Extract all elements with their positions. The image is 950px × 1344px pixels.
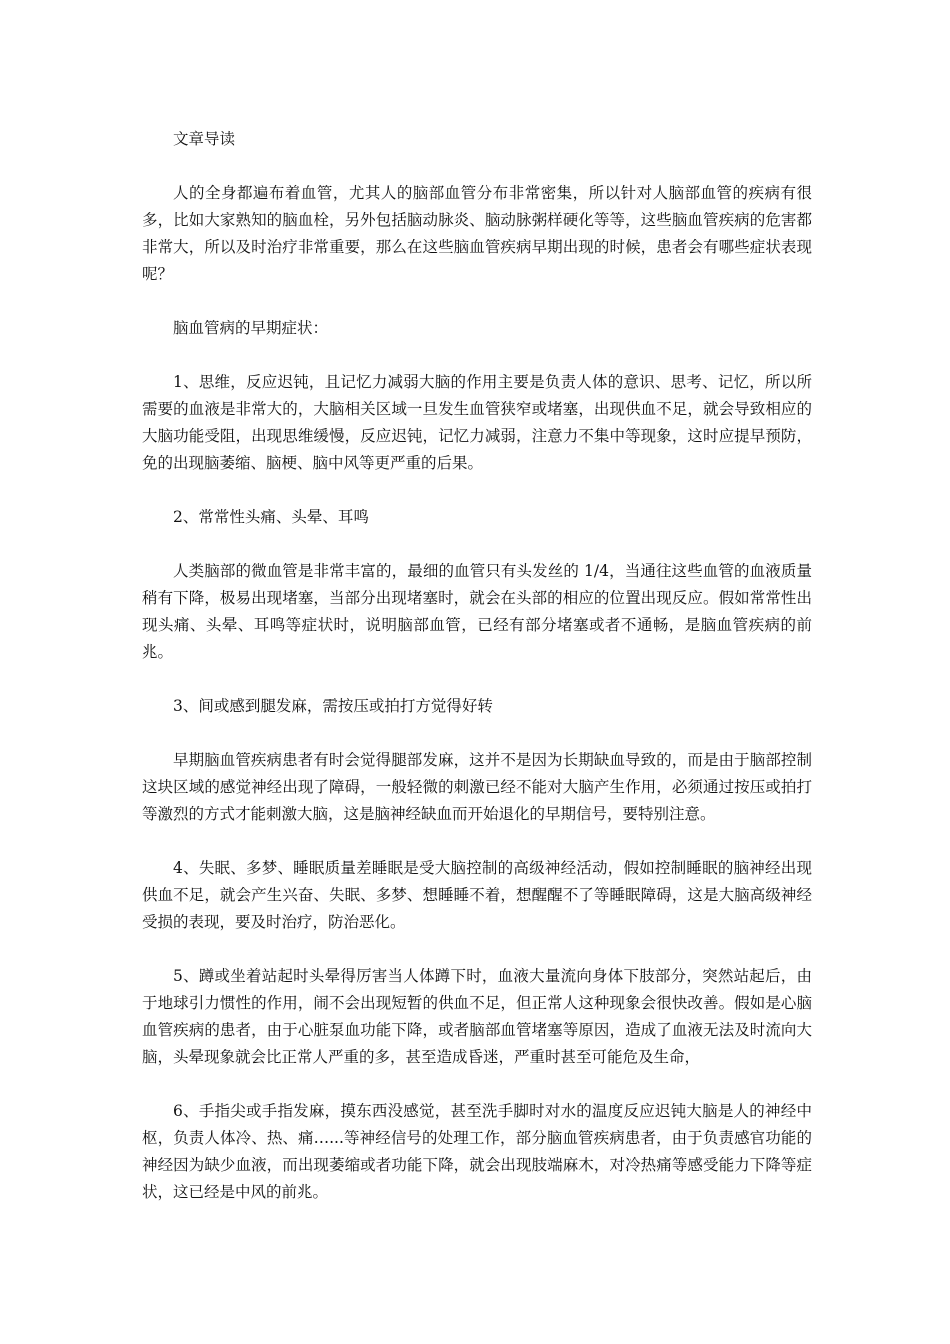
intro-paragraph: 人的全身都遍布着血管，尤其人的脑部血管分布非常密集，所以针对人脑部血管的疾病有很多，比如大家熟知的脑血栓，另外包括脑动脉炎、脑动脉粥样硬化等等，这些脑血管疾病的危害都非常大，所以及时治疗非常重要，那么在这些脑血管疾病早期出现的时候，患者会有哪些症状表现呢？ [142, 184, 812, 283]
symptom-2-heading: 2、常常性头痛、头晕、耳鸣 [173, 508, 369, 526]
symptom-1-paragraph: 1、思维，反应迟钝，且记忆力减弱大脑的作用主要是负责人体的意识、思考、记忆，所以所需要的血液是非常大的，大脑相关区域一旦发生血管狭窄或堵塞，出现供血不足，就会导致相应的大脑功能受阻，出现思维缓慢，反应迟钝，记忆力减弱，注意力不集中等现象，这时应提早预防，免的出现脑萎缩、脑梗、脑中风等更严重的后果。 [142, 373, 812, 472]
section-heading: 脑血管病的早期症状： [173, 319, 329, 337]
symptom-4-paragraph: 4、失眠、多梦、睡眠质量差睡眠是受大脑控制的高级神经活动，假如控制睡眠的脑神经出现供血不足，就会产生兴奋、失眠、多梦、想睡睡不着，想醒醒不了等睡眠障碍，这是大脑高级神经受损的表现，要及时治疗，防治恶化。 [142, 859, 812, 931]
symptom-3-paragraph: 早期脑血管疾病患者有时会觉得腿部发麻，这并不是因为长期缺血导致的，而是由于脑部控制这块区域的感觉神经出现了障碍，一般轻微的刺激已经不能对大脑产生作用，必须通过按压或拍打等激烈的方式才能刺激大脑，这是脑神经缺血而开始退化的早期信号，要特别注意。 [142, 751, 812, 823]
symptom-6-paragraph: 6、手指尖或手指发麻，摸东西没感觉，甚至洗手脚时对水的温度反应迟钝大脑是人的神经中枢，负责人体冷、热、痛…...等神经信号的处理工作，部分脑血管疾病患者，由于负责感官功能的神经因为缺少血液，而出现萎缩或者功能下降，就会出现肢端麻木，对冷热痛等感受能力下降等症状，这已经是中风的前兆。 [142, 1102, 812, 1201]
section-label: 文章导读 [173, 130, 236, 148]
symptom-3-heading: 3、间或感到腿发麻，需按压或拍打方觉得好转 [173, 697, 493, 715]
symptom-5-paragraph: 5、蹲或坐着站起时头晕得厉害当人体蹲下时，血液大量流向身体下肢部分，突然站起后，由于地球引力惯性的作用，闹不会出现短暂的供血不足，但正常人这种现象会很快改善。假如是心脑血管疾病的患者，由于心脏泵血功能下降，或者脑部血管堵塞等原因，造成了血液无法及时流向大脑，头晕现象就会比正常人严重的多，甚至造成昏迷，严重时甚至可能危及生命， [142, 967, 812, 1066]
symptom-2-paragraph: 人类脑部的微血管是非常丰富的，最细的血管只有头发丝的 1/4，当通往这些血管的血液质量稍有下降，极易出现堵塞，当部分出现堵塞时，就会在头部的相应的位置出现反应。假如常常性出现头痛、头晕、耳鸣等症状时，说明脑部血管，已经有部分堵塞或者不通畅，是脑血管疾病的前兆。 [142, 562, 812, 661]
document-page [142, 126, 812, 1233]
